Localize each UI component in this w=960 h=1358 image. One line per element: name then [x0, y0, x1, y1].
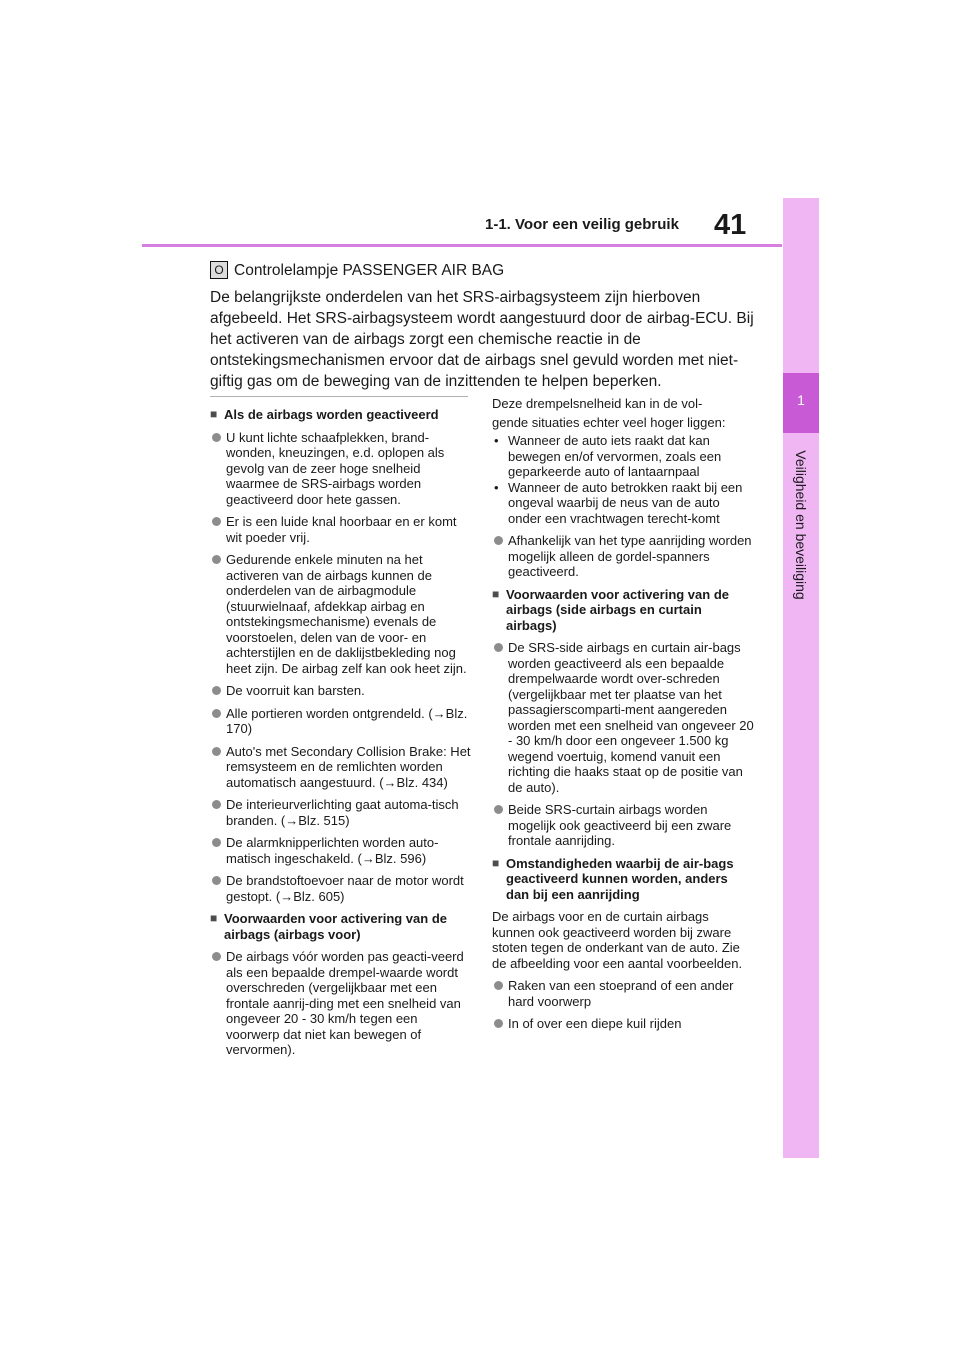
list-item	[210, 552, 472, 676]
legend-line	[210, 261, 504, 280]
bullet-dot-icon	[212, 876, 221, 885]
dash-bullet-icon: •	[494, 479, 499, 495]
list-item-text: Er is een luide knal hoorbaar en er komt wit poeder vrij.	[226, 514, 457, 545]
side-tab-chapter-title: Veiligheid en beveiliging	[793, 450, 809, 600]
page-number: 41	[714, 209, 747, 241]
bullet-dot-icon	[212, 709, 221, 718]
bullet-dot-icon	[212, 800, 221, 809]
section-title: 1-1. Voor een veilig gebruik	[485, 216, 679, 233]
bullet-dot-icon	[212, 747, 221, 756]
bullet-dot-icon	[494, 536, 503, 545]
list-item-text: De alarmknipperlichten worden auto-matisch ingeschakeld. (→Blz. 596)	[226, 835, 439, 866]
list-item-text: De interieurverlichting gaat automa-tisch branden. (→Blz. 515)	[226, 797, 459, 828]
heading-square-icon: ■	[492, 855, 500, 870]
bullet-dot-icon	[212, 433, 221, 442]
list-item-text: Auto's met Secondary Collision Brake: Het remsysteem en de remlichten worden automatisch aangestuurd. (→Blz. 434)	[226, 743, 471, 790]
list-item	[492, 640, 754, 795]
legend-text: Controlelampje PASSENGER AIR BAG	[234, 262, 505, 279]
section-heading	[210, 911, 472, 942]
heading-text: Voorwaarden voor activering van de airbags (airbags voor)	[224, 911, 447, 942]
list-item-text: Beide SRS-curtain airbags worden mogelijk ook geactiveerd bij een zware frontale aanrijding.	[508, 802, 732, 848]
list-item	[492, 533, 754, 580]
bullet-dot-icon	[212, 952, 221, 961]
list-item-text: De airbags vóór worden pas geacti-veerd als een bepaalde drempel-waarde wordt overschreden (vergelijkbaar met een frontale aanrij-ding met een snelheid van ongeveer 20 - 30 km/h tegen een voorwerp dat niet kan bewegen of vervormen).	[226, 949, 464, 1057]
list-item-text: In of over een diepe kuil rijden	[508, 1016, 682, 1031]
heading-square-icon: ■	[210, 407, 218, 421]
heading-square-icon: ■	[492, 586, 500, 601]
section-heading	[492, 856, 754, 903]
list-item	[492, 978, 754, 1009]
list-item	[210, 430, 472, 508]
legend-letter-box: O	[210, 261, 228, 279]
list-item-text: Raken van een stoeprand of een ander hard voorwerp	[508, 978, 734, 1009]
bullet-dot-icon	[494, 805, 503, 814]
list-item-text: U kunt lichte schaafplekken, brand-wonden, kneuzingen, e.d. oplopen als gevolg van de zeer hoge snelheid waarmee de SRS-airbags worden geactiveerd door hete gassen.	[226, 429, 445, 507]
dash-list-item	[492, 480, 754, 527]
heading-text: Omstandigheden waarbij de air-bags geactiveerd kunnen worden, anders dan bij een aanrijding	[506, 855, 734, 902]
list-item	[210, 873, 472, 904]
list-item-text: Alle portieren worden ontgrendeld. (→Blz. 170)	[226, 705, 468, 736]
heading-text: Als de airbags worden geactiveerd	[224, 407, 439, 422]
dash-list-item-text: Wanneer de auto iets raakt dat kan bewegen en/of vervormen, zoals een geparkeerde auto of lantaarnpaal	[508, 433, 722, 479]
side-tab-chapter-number: 1	[797, 392, 805, 408]
side-tab-band	[783, 198, 819, 1158]
list-item	[210, 683, 472, 699]
dash-bullet-icon: •	[494, 433, 499, 448]
header-rule	[142, 244, 782, 247]
bullet-dot-icon	[494, 981, 503, 990]
paragraph: gende situaties echter veel hoger liggen:	[492, 414, 726, 430]
heading-square-icon: ■	[210, 911, 218, 925]
list-item-text: De SRS-side airbags en curtain air-bags worden geactiveerd als een bepaalde drempelwaarde wordt over-schreden (vergelijkbaar met ter plaatse van het passagierscomparti-ment aangereden worden met een snelheid van ongeveer 20 - 30 km/h door een ongeveer 1.500 kg wegend voertuig, komend vanuit een richting die haaks staat op de positie van de auto).	[508, 640, 754, 795]
bullet-dot-icon	[212, 686, 221, 695]
list-item	[492, 1016, 754, 1032]
list-item	[210, 949, 472, 1058]
paragraph: Deze drempelsnelheid kan in de vol-	[492, 396, 703, 411]
heading-text: Voorwaarden voor activering van de airbags (side airbags en curtain airbags)	[506, 586, 729, 633]
list-item	[210, 835, 472, 866]
left-column	[210, 396, 472, 1065]
paragraph: De airbags voor en de curtain airbags kunnen ook geactiveerd worden bij zware stoten tegen de onderkant van de auto. Zie de afbeelding voor een aantal voorbeelden.	[492, 909, 743, 971]
list-item-text: Afhankelijk van het type aanrijding worden mogelijk alleen de gordel-spanners geactiveerd.	[508, 533, 752, 579]
list-item	[210, 797, 472, 828]
bullet-dot-icon	[494, 643, 503, 652]
bullet-dot-icon	[212, 555, 221, 564]
bullet-dot-icon	[494, 1019, 503, 1028]
bullet-dot-icon	[212, 838, 221, 847]
list-item	[210, 744, 472, 791]
intro-paragraph: De belangrijkste onderdelen van het SRS-airbagsysteem zijn hierboven afgebeeld. Het SRS-airbagsysteem wordt aangestuurd door de airbag-ECU. Bij het activeren van de airbags zorgt een chemische reactie in de ontstekingsmechanismen ervoor dat de airbags snel gevuld worden met niet-giftig gas om de beweging van de inzittenden te helpen beperken.	[210, 289, 754, 390]
list-item-text: De brandstoftoevoer naar de motor wordt gestopt. (→Blz. 605)	[226, 873, 464, 904]
column-divider-rule	[210, 396, 468, 397]
list-item	[492, 802, 754, 849]
section-heading	[210, 407, 472, 423]
right-column	[492, 396, 754, 1039]
bullet-dot-icon	[212, 517, 221, 526]
dash-list-item-text: Wanneer de auto betrokken raakt bij een ongeval waarbij de neus van de auto onder een vrachtwagen terecht-komt	[508, 479, 743, 526]
dash-list	[492, 433, 754, 526]
list-item	[210, 514, 472, 545]
list-item-text: Gedurende enkele minuten na het activeren van de airbags kunnen de onderdelen van de airbagmodule (stuurwielnaaf, afdekkap airbag en ontstekingsmechanisme) evenals de voorstoelen, delen van de voor- en achterstijlen en de daklijstbekleding nog heet zijn. De airbag zelf kan ook heet zijn.	[226, 552, 467, 676]
list-item-text: De voorruit kan barsten.	[226, 683, 365, 698]
dash-list-item	[492, 433, 754, 480]
section-heading	[492, 587, 754, 634]
list-item	[210, 706, 472, 737]
